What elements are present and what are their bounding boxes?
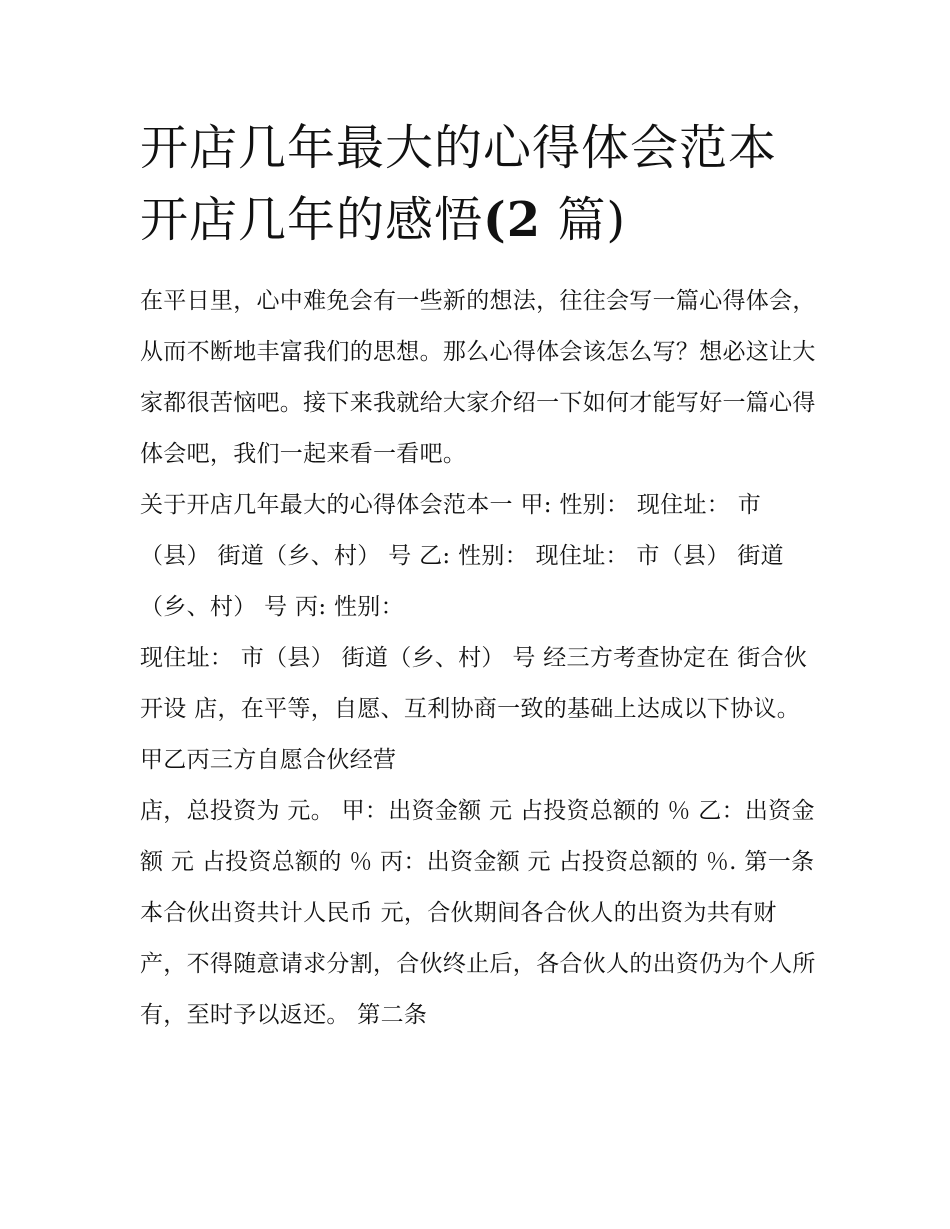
paragraph-address-agreement: 现住址： 市（县） 街道（乡、村） 号 经三方考查协定在 街合伙开设 店，在平等，自愿、互利协商一致的基础上达成以下协议。 甲乙丙三方自愿合伙经营 [140, 645, 808, 773]
title-line-2-suffix: 篇) [541, 192, 627, 248]
paragraph-parties: 关于开店几年最大的心得体会范本一 甲: 性别： 现住址： 市（县） 街道（乡、村） 号 乙: 性别： 现住址： 市（县） 街道（乡、村） 号 丙: 性别： [140, 492, 784, 620]
title-line-1: 开店几年最大的心得体会范本 [140, 120, 778, 176]
title-line-2-prefix: 开店几年的感悟 [140, 192, 484, 248]
paragraph-article-1: 本合伙出资共计人民币 元，合伙期间各合伙人的出资为共有财产，不得随意请求分割，合伙终止后，各合伙人的出资仍为个人所有，至时予以返还。 第二条 [140, 900, 816, 1028]
paragraph-intro: 在平日里，心中难免会有一些新的想法，往往会写一篇心得体会，从而不断地丰富我们的思想。那么心得体会该怎么写？想必这让大家都很苦恼吧。接下来我就给大家介绍一下如何才能写好一篇心得体会吧，我们一起来看一看吧。 [140, 288, 816, 467]
document-body [140, 276, 820, 1041]
title-line-2-number: (2 [483, 192, 542, 248]
document-title [140, 112, 830, 256]
paragraph-investment: 店，总投资为 元。 甲：出资金额 元 占投资总额的 ％ 乙：出资金额 元 占投资总额的 ％ 丙：出资金额 元 占投资总额的 ％. 第一条 [140, 798, 815, 875]
